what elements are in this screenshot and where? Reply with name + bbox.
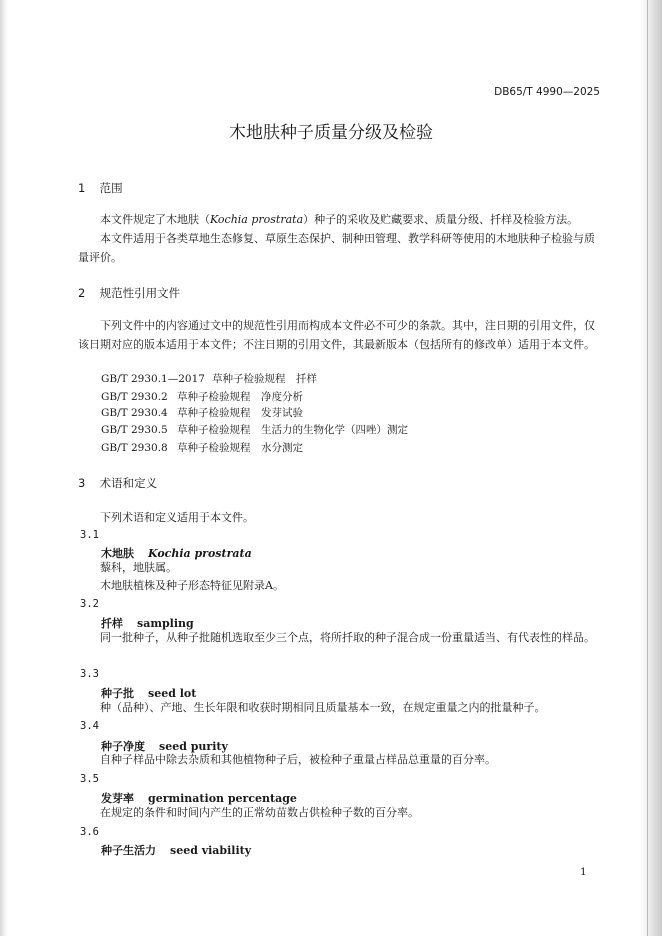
term-english: Kochia prostrata (148, 547, 252, 560)
section-title: 范围 (99, 181, 123, 195)
term-number: 3.5 (80, 773, 99, 785)
section-title: 规范性引用文件 (99, 286, 181, 300)
term-definition: 自种子样品中除去杂质和其他植物种子后，被检种子重量占样品总重量的百分率。 (100, 753, 496, 766)
reference-code: GB/T 2930.2 (101, 391, 168, 403)
reference-item (101, 371, 317, 386)
reference-item (101, 389, 303, 404)
term-number: 3.3 (80, 668, 99, 680)
term-note: 木地肤植株及种子形态特征见附录A。 (100, 579, 284, 592)
term-english: seed purity (159, 740, 228, 753)
reference-item (101, 440, 303, 455)
reference-title: 草种子检验规程 发芽试验 (177, 407, 303, 419)
reference-title: 草种子检验规程 净度分析 (177, 391, 303, 403)
latin-name: Kochia prostrata (210, 213, 304, 226)
term-chinese: 种子批 (101, 687, 134, 700)
scope-paragraph-2: 本文件适用于各类草地生态修复、草原生态保护、制种田管理、教学科研等使用的木地肤种子检验与质量评价。 (78, 232, 595, 264)
section-title: 术语和定义 (99, 476, 158, 490)
scope-paragraph-1 (78, 210, 600, 229)
term-english: seed viability (170, 844, 252, 857)
text-segment: 本文件规定了木地肤（ (100, 213, 210, 226)
reference-code: GB/T 2930.4 (101, 407, 168, 419)
term-definition: 藜科，地肤属。 (100, 561, 177, 574)
term-number: 3.1 (80, 529, 99, 541)
term-english: germination percentage (148, 792, 297, 805)
reference-title: 草种子检验规程 扦样 (212, 373, 317, 385)
terms-intro: 下列术语和定义适用于本文件。 (100, 511, 254, 524)
text-segment: ）种子的采收及贮藏要求、质量分级、扦样及检验方法。 (303, 213, 579, 226)
references-intro: 下列文件中的内容通过文中的规范性引用而构成本文件必不可少的条款。其中，注日期的引用文件，仅该日期对应的版本适用于本文件；不注日期的引用文件，其最新版本（包括所有的修改单）适用于本文件。 (78, 319, 595, 351)
document-title: 木地肤种子质量分级及检验 (229, 123, 433, 143)
term-chinese: 发芽率 (101, 792, 134, 805)
page-number: 1 (580, 866, 587, 878)
term-english: sampling (137, 617, 194, 630)
term-chinese: 木地肤 (101, 547, 134, 560)
term-definition: 同一批种子，从种子批随机选取至少三个点，将所扦取的种子混合成一份重量适当、有代表性的样品。 (100, 631, 595, 644)
term-number: 3.6 (80, 826, 99, 838)
reference-code: GB/T 2930.5 (101, 424, 168, 436)
term-chinese: 种子生活力 (101, 844, 156, 857)
term-chinese: 种子净度 (101, 740, 145, 753)
reference-code: GB/T 2930.1—2017 (101, 373, 205, 385)
section-1-heading (78, 180, 123, 196)
reference-title: 草种子检验规程 水分测定 (177, 442, 303, 454)
term-definition: 在规定的条件和时间内产生的正常幼苗数占供检种子数的百分率。 (100, 806, 419, 819)
section-number: 2 (78, 286, 86, 300)
term-heading (101, 842, 251, 858)
reference-code: GB/T 2930.8 (101, 442, 168, 454)
section-number: 1 (78, 181, 86, 195)
reference-item (101, 405, 303, 420)
section-2-heading (78, 285, 180, 301)
term-english: seed lot (148, 687, 197, 700)
section-number: 3 (78, 476, 86, 490)
term-chinese: 扦样 (101, 617, 123, 630)
section-3-heading (78, 475, 157, 491)
term-definition: 种（品种）、产地、生长年限和收获时期相同且质量基本一致，在规定重量之内的批量种子。 (100, 701, 546, 714)
term-number: 3.4 (80, 720, 99, 732)
reference-item (101, 422, 408, 437)
reference-title: 草种子检验规程 生活力的生物化学（四唑）测定 (177, 424, 408, 436)
term-number: 3.2 (80, 598, 99, 610)
document-standard-number: DB65/T 4990—2025 (494, 86, 600, 98)
